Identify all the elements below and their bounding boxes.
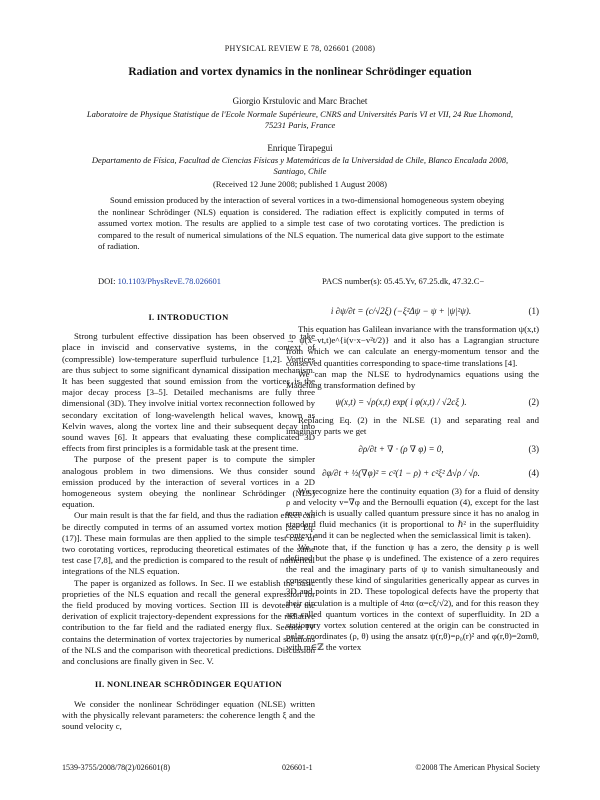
paper-title: Radiation and vortex dynamics in the nonlinear Schrödinger equation (128, 66, 472, 78)
paragraph: We consider the nonlinear Schrödinger equation (NLSE) written with the physically relevant parameters: the coherence length ξ and the sound velocity c, (62, 698, 315, 731)
equation-number: (3) (528, 443, 539, 454)
section-heading-nls: II. NONLINEAR SCHRÖDINGER EQUATION (94, 679, 283, 690)
paragraph: We can map the NLSE to hydrodynamics equations using the Madelung transformation defined by (286, 368, 539, 391)
journal-header: PHYSICAL REVIEW E 78, 026601 (2008) (224, 44, 376, 53)
paragraph: The paper is organized as follows. In Sec. II we establish the basic proprieties of the NLS equation and recall the general expression for the field produced by moving vortices. Section III is devoted to the derivation of explicit trajectory-dependent expressions for the radiative contribution to the far field and the radiated energy flux. Section IV contains the determination of vortex trajectories by numerical solutions of the NLS and the comparison with theoretical predictions. Discussion and conclusions are finally given in Sec. V. (62, 577, 315, 667)
doi-link[interactable]: 10.1103/PhysRevE.78.026601 (117, 276, 221, 286)
affiliation-2: Departamento de Física, Facultad de Ciencias Físicas y Matemáticas de la Universidad de Chile, Blanco Encalada 2008, Santiago, Chile (91, 155, 509, 176)
pacs-numbers: PACS number(s): 05.45.Yv, 67.25.dk, 47.32.C− (322, 276, 485, 286)
equation-1 (286, 300, 539, 324)
paragraph: Replacing Eq. (2) in the NLSE (1) and separating real and imaginary parts we get (286, 415, 539, 437)
equation-body: ∂φ/∂t + ½(∇φ)² = c²(1 − ρ) + c²ξ² Δ√ρ / √ρ. (322, 467, 480, 478)
left-column (62, 300, 315, 732)
equation-body: i ∂ψ/∂t = (c/√2ξ) (−ξ²Δψ − ψ + |ψ|²ψ). (330, 306, 472, 316)
received-dates: (Received 12 June 2008; published 1 August 2008) (213, 179, 387, 189)
footer-page-number: 026601-1 (282, 763, 313, 772)
affiliation-1: Laboratoire de Physique Statistique de l'Ecole Normale Supérieure, CNRS and Universités Paris VI et VII, 24 Rue Lhomond, 75231 Paris, France (86, 109, 514, 130)
paragraph: We note that, if the function ψ has a zero, the density ρ is well defined but the phase φ is undefined. The existence of a zero requires the real and the imaginary parts of ψ to vanish simultaneously and consequently these kind of singularities generically appear as curves in 3D and points in 2D. These topological defects have the property that their circulation is a multiple of 4πα (α=cξ/√2), and for this reason they are called quantum vortices in the context of superfluidity. In 2D a stationary vortex solution centered at the origin can be constructed in polar coordinates (ρ, θ) using the ansatz ψ(r,θ)=ρ₀(r)² and φ(r,θ)=2αmθ, with m∈ℤ the vortex (286, 541, 539, 653)
equation-2 (286, 391, 539, 415)
equation-body: ∂ρ/∂t + ∇ · (ρ ∇ φ) = 0, (358, 443, 444, 454)
paragraph: We recognize here the continuity equation (3) for a fluid of density ρ and velocity v=∇φ and the Bernoulli equation (4), except for the last term which is usually called quantum pressure since it has no analog in standard fluid mechanics (it is proportional to ℏ² in the superfluidity context and it can be neglected when the semiclassical limit is taken). (286, 485, 539, 541)
authors-group-2: Enrique Tirapegui (267, 143, 333, 153)
equation-4 (286, 462, 539, 486)
equation-number: (2) (528, 397, 539, 408)
equation-number: (1) (528, 306, 539, 316)
paragraph: Strong turbulent effective dissipation has been observed to take place in inviscid and conservative systems, in the context of (compressible) low-temperature superfluid turbulence [1,2]. Vortices are thus subject to some significant dynamical dissipation mechanism. It has been suggested that sound emission from the vortices is the major decay process [3–5]. Detailed mechanisms are fully three dimensional (3D). They involve initial vortex reconnection followed by secondary excitation of long-wavelength helical waves, known as Kelvin waves, along the vortex line and their subsequent decay into sound waves [6]. It appears that evaluating these complicated 3D effects from first principles is a formidable task at the present time. (62, 331, 315, 454)
section-heading-introduction: I. INTRODUCTION (148, 312, 229, 322)
doi-label: DOI: (98, 276, 116, 286)
paragraph: Our main result is that the far field, and thus the radiation effect can be directly computed in terms of an assumed vortex motion [see Eq. (17)]. These main formulas are then applied to the simple test case of two corotating vortices, reproducing theoretical estimates of the same test case [7,8], and the prediction is compared to the result of numerical integrations of the NLS equation. (62, 510, 315, 577)
footer-issn: 1539-3755/2008/78(2)/026601(8) (62, 763, 170, 772)
authors-group-1: Giorgio Krstulovic and Marc Brachet (232, 96, 368, 106)
paragraph: This equation has Galilean invariance with the transformation ψ(x,t) → ψ(x−vt,t)e^{i(v·x−v²t/2)} and it also has a Lagrangian structure from which we can calculate an energy-momentum tensor and the conserved quantities corresponding to space-time translations [4]. (286, 324, 539, 368)
footer-copyright: ©2008 The American Physical Society (415, 763, 540, 772)
equation-number: (4) (528, 467, 539, 478)
right-column (286, 300, 539, 654)
abstract: Sound emission produced by the interaction of several vortices in a two-dimensional homogeneous system obeying the nonlinear Schrödinger (NLS) equation is considered. The radiation effect is explicitly computed in terms of assumed vortex motion. The results are applied to a simple test case of two corotating vortices. The prediction is compared to the result of numerical simulations of the NLS equation. The numerical data give support to the estimate of radiation. (98, 195, 504, 252)
doi-line (98, 276, 221, 286)
equation-body: ψ(x,t) = √ρ(x,t) exp( i φ(x,t) / √2cξ ). (335, 397, 467, 408)
paragraph: The purpose of the present paper is to compute the simpler analogous problem in two dimensions. We thus consider sound emission produced by the interaction of several vortices in a 2D homogeneous system obeying the nonlinear Schrödinger (NLS) equation. (62, 454, 315, 510)
equation-3 (286, 438, 539, 462)
